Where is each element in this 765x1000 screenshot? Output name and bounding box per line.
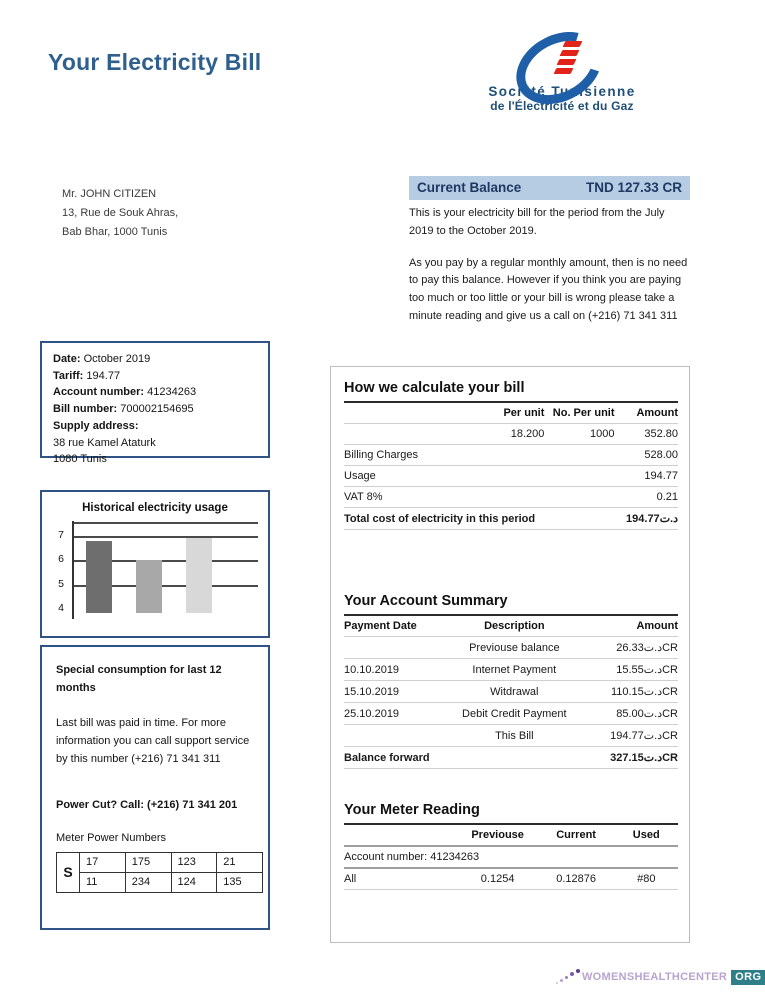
payment-date	[344, 725, 444, 747]
account-number-label: Account number:	[53, 386, 145, 399]
payment-amount: د.ت15.55CR	[584, 659, 678, 681]
brand-name-line2: de l'Électricité et du Gaz	[490, 98, 634, 113]
current-balance-panel	[409, 176, 690, 326]
calculation-header-row	[344, 402, 678, 424]
per-unit-value: 18.200	[484, 424, 544, 445]
tariff-value: 194.77	[86, 369, 121, 382]
current-balance-label: Current Balance	[417, 180, 522, 195]
chart-y-tick: 5	[58, 577, 64, 590]
payment-date: 10.10.2019	[344, 659, 444, 681]
lightning-bolt-icon	[557, 59, 577, 65]
balance-forward-amount: د.ت327.15CR	[584, 747, 678, 769]
amount-value: 352.80	[615, 424, 678, 445]
dots-icon	[556, 968, 582, 986]
table-row	[344, 424, 678, 445]
meter-power-cell: 135	[217, 872, 263, 892]
special-consumption-box	[40, 645, 270, 930]
payment-amount: د.ت26.33CR	[584, 637, 678, 659]
table-row	[344, 637, 678, 659]
no-per-unit-value: 1000	[544, 424, 614, 445]
total-amount: د.ت194.77	[615, 508, 678, 530]
chart-y-tick: 6	[58, 553, 64, 566]
payment-advice-text: As you pay by a regular monthly amount, then is no need to pay this balance. However if you think you are paying too much or too little or your bill is wrong please take a minute reading and give us a call on (+216) 71 341 311	[409, 256, 688, 323]
payment-date: 25.10.2019	[344, 703, 444, 725]
chart-y-tick: 4	[58, 602, 64, 615]
balance-forward-row	[344, 747, 678, 769]
amount-value: 0.21	[615, 487, 678, 508]
column-header: Current	[538, 824, 615, 846]
tariff-row	[53, 368, 268, 385]
meter-power-cell: 11	[80, 872, 126, 892]
bill-number-value: 700002154695	[120, 403, 194, 416]
bill-date-label: Date:	[53, 353, 81, 365]
meter-reading-row	[344, 868, 678, 890]
chart-bar	[186, 538, 212, 613]
meter-power-row	[57, 852, 263, 872]
meter-power-cell: 124	[171, 872, 217, 892]
special-consumption-body: Last bill was paid in time. For more information you can call support service by this number (+216) 71 341 311	[56, 716, 250, 765]
steg-logo	[478, 33, 646, 113]
meter-used-value: #80	[615, 868, 678, 890]
special-consumption-heading: Special consumption for last 12 months	[56, 664, 222, 695]
chart-plot	[72, 521, 258, 619]
brand-name-line1: Société Tunisienne	[488, 84, 636, 99]
supply-address-label: Supply address:	[53, 419, 139, 432]
calculation-title: How we calculate your bill	[344, 380, 525, 396]
chart-bars	[74, 521, 258, 619]
total-label: Total cost of electricity in this period	[344, 508, 615, 530]
power-cut-text: Power Cut? Call: (+216) 71 341 201	[56, 799, 238, 812]
footer-watermark	[556, 966, 765, 988]
charge-label: VAT 8%	[344, 487, 484, 508]
account-info-lines	[42, 343, 268, 468]
meter-power-s-cell: S	[57, 852, 80, 892]
column-header: Used	[615, 824, 678, 846]
table-row	[344, 703, 678, 725]
table-row	[344, 445, 678, 466]
per-unit-value	[484, 466, 544, 487]
charge-label: Usage	[344, 466, 484, 487]
account-number-value: 41234263	[147, 386, 197, 399]
watermark-text: WOMENSHEALTHCENTER	[582, 971, 728, 983]
meter-power-cell: 175	[125, 852, 171, 872]
meter-power-cell: 123	[171, 852, 217, 872]
supply-address-line1: 38 rue Kamel Ataturk	[53, 436, 156, 449]
account-summary-table	[344, 614, 678, 769]
account-summary-title: Your Account Summary	[344, 593, 508, 609]
chart-bar	[86, 541, 112, 613]
table-row	[344, 659, 678, 681]
meter-account-row	[344, 846, 678, 868]
current-balance-amount: TND 127.33 CR	[585, 180, 682, 195]
meter-reading-header-row	[344, 824, 678, 846]
no-per-unit-value	[544, 445, 614, 466]
customer-city: Bab Bhar, 1000 Tunis	[62, 225, 168, 238]
column-header: Per unit	[484, 402, 544, 424]
meter-reading-table	[344, 823, 678, 890]
payment-date: 15.10.2019	[344, 681, 444, 703]
account-info-box	[40, 341, 270, 466]
column-header: Previouse	[458, 824, 538, 846]
calculation-section	[331, 367, 689, 530]
chart-plot-area	[50, 521, 258, 619]
balance-forward-label: Balance forward	[344, 747, 584, 769]
column-header	[344, 824, 458, 846]
column-header	[344, 402, 484, 424]
watermark-badge: ORG	[731, 970, 765, 985]
supply-address-line2: 1080 Tunis	[53, 453, 107, 466]
payment-description: Debit Credit Payment	[444, 703, 584, 725]
lightning-bolt-icon	[563, 41, 583, 47]
column-header: No. Per unit	[544, 402, 614, 424]
meter-power-cell: 21	[217, 852, 263, 872]
historical-usage-chart-box	[40, 490, 270, 638]
bill-date-row	[53, 351, 268, 368]
table-row	[344, 681, 678, 703]
no-per-unit-value	[544, 487, 614, 508]
meter-current-value: 0.12876	[538, 868, 615, 890]
payment-amount: د.ت110.15CR	[584, 681, 678, 703]
column-header: Payment Date	[344, 615, 444, 637]
customer-address	[62, 185, 178, 242]
bill-number-row	[53, 401, 268, 418]
lightning-bolt-icon	[560, 50, 580, 56]
meter-power-row	[57, 872, 263, 892]
column-header: Amount	[584, 615, 678, 637]
customer-street: 13, Rue de Souk Ahras,	[62, 206, 179, 219]
chart-bar	[136, 560, 162, 613]
bill-details-panel	[330, 366, 690, 943]
account-summary-header-row	[344, 615, 678, 637]
payment-amount: د.ت194.77CR	[584, 725, 678, 747]
meter-reading-title: Your Meter Reading	[344, 802, 480, 818]
calculation-table	[344, 401, 678, 530]
amount-value: 528.00	[615, 445, 678, 466]
payment-date	[344, 637, 444, 659]
per-unit-value	[484, 445, 544, 466]
payment-description: Witdrawal	[444, 681, 584, 703]
meter-power-cell: 17	[80, 852, 126, 872]
chart-title: Historical electricity usage	[82, 502, 228, 514]
bill-date-value: October 2019	[83, 353, 151, 365]
customer-name: Mr. JOHN CITIZEN	[62, 188, 157, 200]
meter-power-table	[56, 852, 263, 893]
meter-reading-label: All	[344, 868, 458, 890]
billing-period-text: This is your electricity bill for the period from the July 2019 to the October 2019.	[409, 207, 665, 237]
account-summary-section	[331, 530, 689, 769]
column-header: Description	[444, 615, 584, 637]
chart-y-axis-labels	[50, 521, 66, 619]
total-row	[344, 508, 678, 530]
amount-value: 194.77	[615, 466, 678, 487]
payment-amount: د.ت85.00CR	[584, 703, 678, 725]
table-row	[344, 466, 678, 487]
logo-mark	[478, 33, 646, 85]
charge-label: Billing Charges	[344, 445, 484, 466]
no-per-unit-value	[544, 466, 614, 487]
payment-description: This Bill	[444, 725, 584, 747]
bill-number-label: Bill number:	[53, 403, 118, 416]
notes-inner	[42, 647, 268, 893]
meter-reading-section	[331, 769, 689, 890]
lightning-bolt-icon	[554, 68, 574, 74]
meter-account-number: Account number: 41234263	[344, 846, 678, 868]
meter-previous-value: 0.1254	[458, 868, 538, 890]
account-number-row	[53, 384, 268, 401]
meter-power-caption: Meter Power Numbers	[56, 831, 167, 844]
column-header: Amount	[615, 402, 678, 424]
payment-description: Internet Payment	[444, 659, 584, 681]
payment-description: Previouse balance	[444, 637, 584, 659]
tariff-label: Tariff:	[53, 369, 84, 382]
meter-power-cell: 234	[125, 872, 171, 892]
charge-label	[344, 424, 484, 445]
page-title: Your Electricity Bill	[48, 49, 262, 75]
per-unit-value	[484, 487, 544, 508]
table-row	[344, 487, 678, 508]
table-row	[344, 725, 678, 747]
chart-y-tick: 7	[58, 528, 64, 541]
current-balance-bar	[409, 176, 690, 200]
